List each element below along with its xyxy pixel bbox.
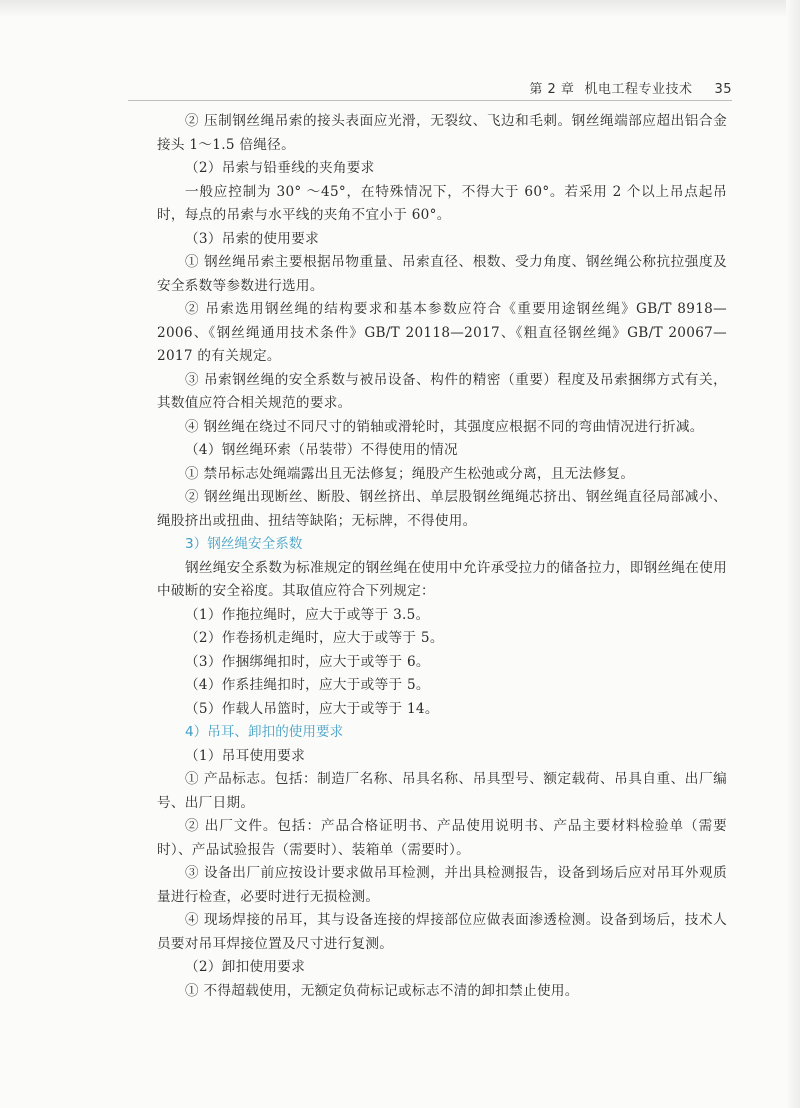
header-text <box>529 78 732 97</box>
list-item: （1）作拖拉绳时，应大于或等于 3.5。 <box>185 606 430 623</box>
paragraph: ③ 吊索钢丝绳的安全系数与被吊设备、构件的精密（重要）程度及吊索捆绑方式有关，其数值应符合相关规范的要求。 <box>157 371 727 411</box>
paragraph: ② 钢丝绳出现断丝、断股、钢丝挤出、单层股钢丝绳绳芯挤出、钢丝绳直径局部减小、绳股挤出或扭曲、扭结等缺陷；无标牌，不得使用。 <box>157 489 727 529</box>
list-item: （4）作系挂绳扣时，应大于或等于 5。 <box>185 677 430 693</box>
list-item: （2）作卷扬机走绳时，应大于或等于 5。 <box>185 630 444 646</box>
chapter-title: 机电工程专业技术 <box>584 82 693 97</box>
body-text <box>157 110 727 1003</box>
paragraph: 钢丝绳安全系数为标准规定的钢丝绳在使用中允许承受拉力的储备拉力，即钢丝绳在使用中破断的安全裕度。其取值应符合下列规定： <box>157 559 727 599</box>
paragraph: ④ 钢丝绳在绕过不同尺寸的销轴或滑轮时，其强度应根据不同的弯曲情况进行折减。 <box>185 418 704 435</box>
section-heading: 4）吊耳、卸扣的使用要求 <box>185 724 344 740</box>
page-number: 35 <box>714 82 732 97</box>
section-heading: 3）钢丝绳安全系数 <box>185 536 303 552</box>
chapter-label: 第 2 章 <box>529 82 575 97</box>
paragraph: ① 产品标志。包括：制造厂名称、吊具名称、吊具型号、额定载荷、吊具自重、出厂编号、出厂日期。 <box>157 771 727 811</box>
subheading: （3）吊索的使用要求 <box>185 230 319 247</box>
paragraph: ② 压制钢丝绳吊索的接头表面应光滑，无裂纹、飞边和毛刺。钢丝绳端部应超出铝合金接头 1～1.5 倍绳径。 <box>157 113 727 153</box>
top-edge-shadow <box>0 0 800 18</box>
paragraph: ② 出厂文件。包括：产品合格证明书、产品使用说明书、产品主要材料检验单（需要时）、产品试验报告（需要时）、装箱单（需要时）。 <box>157 818 727 858</box>
subheading: （2）卸扣使用要求 <box>185 959 306 975</box>
list-item: （3）作捆绑绳扣时，应大于或等于 6。 <box>185 653 430 670</box>
paragraph: 一般应控制为 30° ～45°，在特殊情况下，不得大于 60°。若采用 2 个以上吊点起吊时，每点的吊索与水平线的夹角不宜小于 60°。 <box>157 183 727 223</box>
paragraph: ③ 设备出厂前应按设计要求做吊耳检测，并出具检测报告，设备到场后应对吊耳外观质量进行检查，必要时进行无损检测。 <box>157 865 727 905</box>
subheading: （4）钢丝绳环索（吊装带）不得使用的情况 <box>185 442 458 458</box>
paragraph: ① 不得超载使用，无额定负荷标记或标志不清的卸扣禁止使用。 <box>185 982 579 999</box>
paragraph: ④ 现场焊接的吊耳，其与设备连接的焊接部位应做表面渗透检测。设备到场后，技术人员要对吊耳焊接位置及尺寸进行复测。 <box>157 912 727 952</box>
subheading: （2）吊索与铅垂线的夹角要求 <box>185 160 375 176</box>
paragraph: ① 禁吊标志处绳端露出且无法修复；绳股产生松弛或分离，且无法修复。 <box>185 465 635 482</box>
paragraph: ① 钢丝绳吊索主要根据吊物重量、吊索直径、根数、受力角度、钢丝绳公称抗拉强度及安全系数等参数进行选用。 <box>157 254 727 294</box>
running-header <box>128 76 732 101</box>
paragraph: ② 吊索选用钢丝绳的结构要求和基本参数应符合《重要用途钢丝绳》GB/T 8918—2006、《钢丝绳通用技术条件》GB/T 20118—2017、《粗直径钢丝绳》GB/T 20067—2017 的有关规定。 <box>157 301 727 364</box>
list-item: （5）作载人吊篮时，应大于或等于 14。 <box>185 700 439 717</box>
spine-shadow <box>786 0 800 1108</box>
subheading: （1）吊耳使用要求 <box>185 747 306 764</box>
